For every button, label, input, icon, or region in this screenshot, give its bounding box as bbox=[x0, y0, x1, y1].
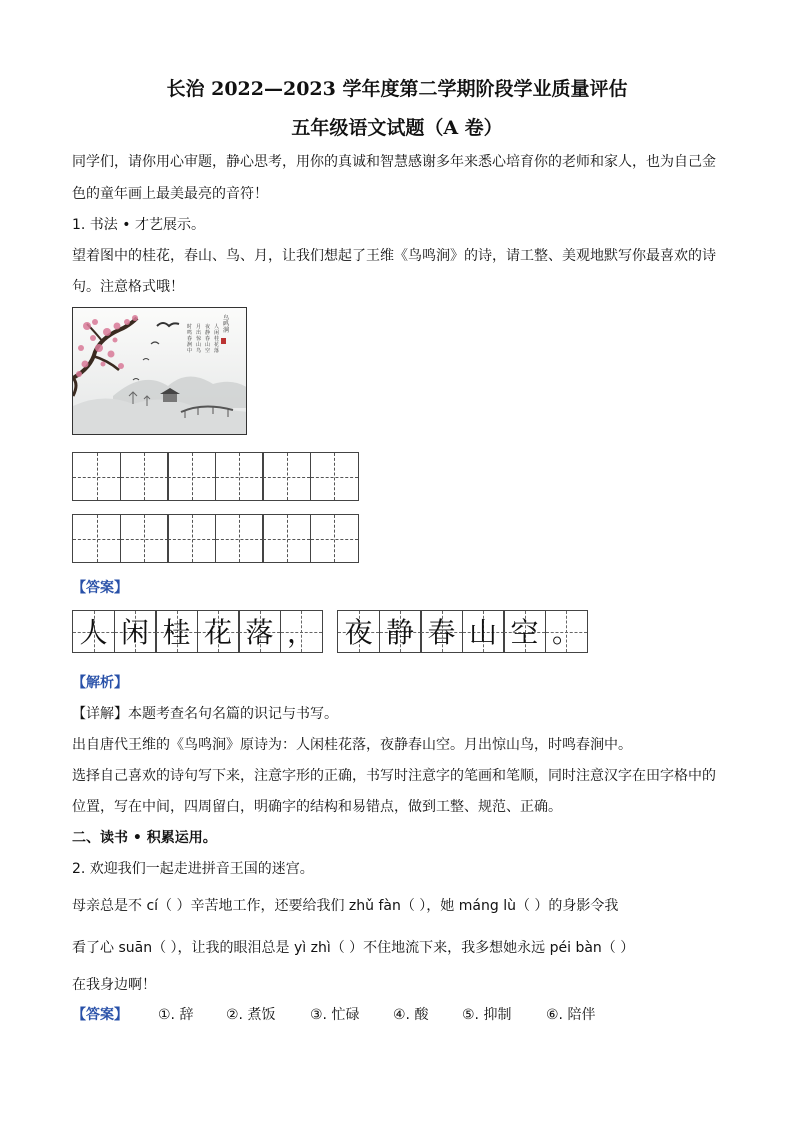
q1-source: 出自唐代王维的《鸟鸣涧》原诗为：人闲桂花落，夜静春山空。月出惊山鸟，时鸣春涧中。 bbox=[72, 737, 632, 753]
painting-svg bbox=[73, 308, 247, 435]
q2-line-3: 在我身边啊！ bbox=[72, 977, 156, 993]
answer-char: 花 bbox=[197, 610, 240, 653]
q1-prompt-line-1: 望着图中的桂花，春山、鸟、月，让我们想起了王维《鸟鸣涧》的诗，请工整、美观地默写你最喜欢的诗 bbox=[72, 248, 716, 264]
painting-poem-char: 闲 bbox=[214, 330, 220, 336]
painting-poem-char: 中 bbox=[187, 348, 193, 354]
poem-painting bbox=[72, 307, 247, 435]
q2-heading: 2. 欢迎我们一起走进拼音王国的迷宫。 bbox=[72, 861, 314, 877]
answer-char: 山 bbox=[462, 610, 505, 653]
painting-poem-char: 静 bbox=[205, 330, 211, 336]
painting-poem-char: 鸣 bbox=[223, 321, 230, 328]
q1-detail: 【详解】本题考查名句名篇的识记与书写。 bbox=[72, 706, 338, 722]
q2-line-2: 看了心 suān（ ），让我的眼泪总是 yì zhì（ ）不住地流下来，我多想她永远 péi bàn（ ） bbox=[72, 940, 635, 956]
painting-poem-char: 春 bbox=[187, 336, 193, 342]
q2-answer-5: ⑤. 抑制 bbox=[462, 1007, 512, 1023]
grid-cell[interactable] bbox=[310, 452, 359, 501]
q1-prompt-line-2: 句。注意格式哦！ bbox=[72, 279, 184, 295]
painting-poem-char: 空 bbox=[205, 348, 211, 354]
answer-char: 人 bbox=[72, 610, 115, 653]
q1-analysis-label: 【解析】 bbox=[72, 675, 128, 691]
answer-char: ， bbox=[280, 610, 323, 653]
painting-poem-char: 夜 bbox=[205, 324, 211, 330]
painting-poem-char: 桂 bbox=[214, 336, 220, 342]
q1-tip-line-2: 位置，写在中间，四周留白，明确字的结构和易错点，做到工整、规范、正确。 bbox=[72, 799, 562, 815]
answer-char: 桂 bbox=[155, 610, 198, 653]
q2-answer-3: ③. 忙碌 bbox=[310, 1007, 360, 1023]
answer-char: 。 bbox=[545, 610, 588, 653]
painting-poem-char: 山 bbox=[196, 342, 202, 348]
answer-grid-part-2 bbox=[337, 610, 586, 653]
painting-poem-char: 山 bbox=[205, 342, 211, 348]
painting-poem-char: 春 bbox=[205, 336, 211, 342]
answer-char: 空 bbox=[503, 610, 546, 653]
answer-char: 落 bbox=[238, 610, 281, 653]
grid-cell[interactable] bbox=[310, 514, 359, 563]
q2-answer-1: ①. 辞 bbox=[158, 1007, 194, 1023]
grid-cell[interactable] bbox=[120, 514, 169, 563]
painting-poem-char: 月 bbox=[196, 324, 202, 330]
painting-poem-char: 惊 bbox=[196, 336, 202, 342]
q2-answer-2: ②. 煮饭 bbox=[226, 1007, 276, 1023]
grid-cell[interactable] bbox=[72, 452, 121, 501]
grid-cell[interactable] bbox=[262, 452, 311, 501]
q1-heading: 1. 书法 • 才艺展示。 bbox=[72, 217, 205, 233]
q2-answer-label: 【答案】 bbox=[72, 1007, 128, 1023]
grid-cell[interactable] bbox=[215, 514, 264, 563]
grid-cell[interactable] bbox=[167, 514, 216, 563]
painting-poem-char: 花 bbox=[214, 342, 220, 348]
grid-cell[interactable] bbox=[72, 514, 121, 563]
answer-char: 春 bbox=[420, 610, 463, 653]
writing-grid-row-2[interactable] bbox=[72, 514, 357, 563]
q2-line-1: 母亲总是不 cí（ ）辛苦地工作，还要给我们 zhǔ fàn（ ），她 máng lù（ ）的身影令我 bbox=[72, 898, 619, 914]
painting-poem-char: 出 bbox=[196, 330, 202, 336]
doc-title: 长治 2022—2023 学年度第二学期阶段学业质量评估 bbox=[166, 78, 628, 100]
grid-cell[interactable] bbox=[262, 514, 311, 563]
intro-line-1: 同学们，请你用心审题，静心思考，用你的真诚和智慧感谢多年来悉心培育你的老师和家人，也为自己金 bbox=[72, 154, 716, 170]
painting-poem-char: 落 bbox=[214, 348, 220, 354]
grid-cell[interactable] bbox=[215, 452, 264, 501]
painting-poem-char: 涧 bbox=[223, 327, 230, 334]
q1-answer-label: 【答案】 bbox=[72, 580, 128, 596]
answer-char: 静 bbox=[379, 610, 422, 653]
painting-poem-char: 鸟 bbox=[223, 315, 230, 322]
section-2-heading: 二、读书 • 积累运用。 bbox=[72, 830, 217, 846]
painting-poem-char: 鸣 bbox=[187, 330, 193, 336]
writing-grid-row-1[interactable] bbox=[72, 452, 357, 501]
painting-poem-char: 时 bbox=[187, 324, 193, 330]
grid-cell[interactable] bbox=[167, 452, 216, 501]
answer-char: 闲 bbox=[114, 610, 157, 653]
q2-answer-6: ⑥. 陪伴 bbox=[546, 1007, 596, 1023]
doc-subtitle: 五年级语文试题（A 卷） bbox=[291, 117, 503, 139]
answer-char: 夜 bbox=[337, 610, 380, 653]
painting-poem-char: 鸟 bbox=[196, 348, 202, 354]
q1-tip-line-1: 选择自己喜欢的诗句写下来，注意字形的正确，书写时注意字的笔画和笔顺，同时注意汉字在田字格中的 bbox=[72, 768, 716, 784]
painting-poem-char: 涧 bbox=[187, 342, 193, 348]
intro-line-2: 色的童年画上最美最亮的音符！ bbox=[72, 186, 268, 202]
answer-grid-part-1 bbox=[72, 610, 321, 653]
q2-answer-4: ④. 酸 bbox=[393, 1007, 429, 1023]
painting-poem-char: 人 bbox=[214, 324, 220, 330]
grid-cell[interactable] bbox=[120, 452, 169, 501]
